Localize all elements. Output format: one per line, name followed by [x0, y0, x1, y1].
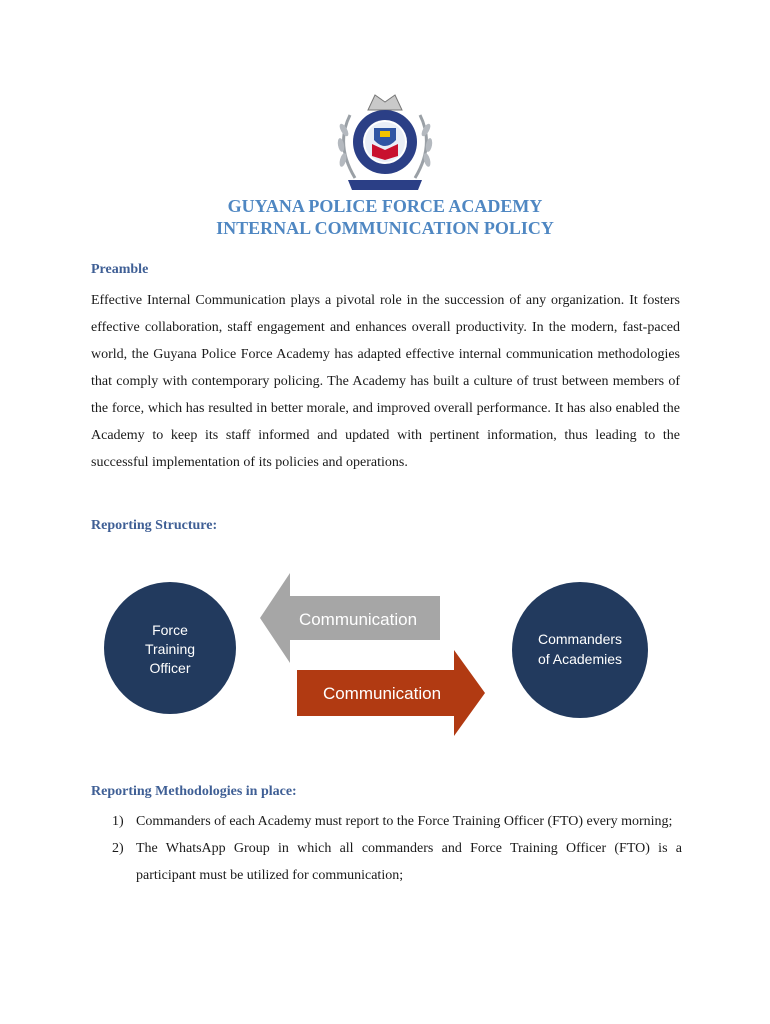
reporting-structure-diagram: [100, 568, 670, 743]
list-item-number: 1): [112, 814, 124, 829]
right-node-line-2: of Academies: [537, 651, 623, 667]
list-item-text: The WhatsApp Group in which all commanders and Force Training Officer (FTO) is a participant must be utilized for communication;: [136, 841, 682, 883]
list-item-text: Commanders of each Academy must report to the Force Training Officer (FTO) every morning;: [136, 814, 673, 829]
list-item-number: 2): [112, 841, 124, 856]
left-node-line-3: Officer: [149, 660, 191, 676]
list-item: [112, 835, 682, 889]
list-item: [112, 808, 682, 835]
commanders-of-academies-node: [512, 582, 648, 718]
police-academy-crest-icon: [330, 90, 440, 195]
preamble-heading: Preamble: [91, 262, 149, 277]
page-title-line-1: GUYANA POLICE FORCE ACADEMY: [227, 196, 543, 216]
right-node-line-1: Commanders: [537, 631, 623, 647]
left-node-line-1: Force: [152, 622, 188, 638]
left-node-line-2: Training: [144, 641, 196, 657]
page-title-line-2: INTERNAL COMMUNICATION POLICY: [216, 218, 554, 238]
reporting-structure-heading: Reporting Structure:: [91, 518, 218, 533]
arrow-top-label: Communication: [298, 610, 418, 629]
preamble-paragraph: Effective Internal Communication plays a pivotal role in the succession of any organization. It fosters effective collaboration, staff engagement and enhances overall productivity. In the modern, fast-paced world, the Guyana Police Force Academy has adapted effective internal communication methodologies that comply with contemporary policing. The Academy has built a culture of trust between members of the force, which has resulted in better morale, and improved overall performance. It has also enabled the Academy to keep its staff informed and updated with pertinent information, thus leading to the successful implementation of its policies and operations.: [91, 293, 680, 470]
reporting-methodologies-heading: Reporting Methodologies in place:: [91, 784, 297, 799]
arrow-bottom-label: Communication: [322, 684, 442, 703]
methodologies-list: [112, 808, 682, 889]
